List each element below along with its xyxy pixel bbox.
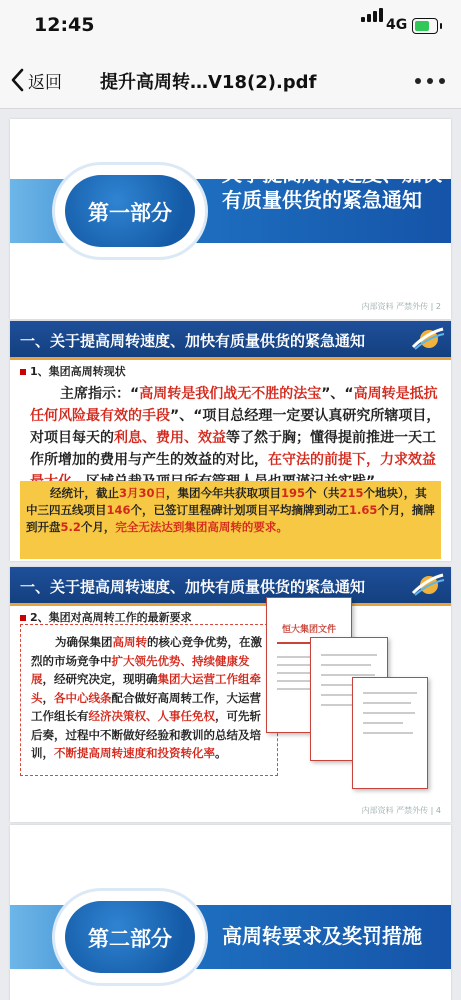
section-title-line2: 有质量供货的紧急通知: [222, 188, 422, 212]
company-logo-icon: [411, 571, 445, 599]
highlighted-text: 在守法的前提下，力求效益: [268, 452, 436, 468]
part-label: 第一部分: [88, 201, 172, 225]
text-segment: 经统计，截止: [50, 486, 119, 500]
highlighted-text: 高周转是抵抗任何风险最有效的手段: [30, 386, 438, 424]
section-title-line1: 关于提高周转速度、加快: [222, 162, 442, 186]
paragraph: [30, 383, 442, 493]
more-options-button[interactable]: [413, 70, 447, 90]
highlighted-text: 集团大运营工作组牵头: [31, 672, 261, 705]
section-title: 高周转要求及奖罚措施: [222, 924, 422, 948]
document-image: [352, 677, 428, 789]
slide-footer: 内部资料 严禁外传 | 4: [361, 806, 441, 815]
requirements-box: [20, 624, 278, 776]
highlighted-text: 215: [339, 486, 364, 500]
text-segment: 等了然于胸；懂得提前推进一天工作所增加的费用与产生的效益的对比，: [30, 430, 436, 468]
text-segment: ，: [42, 690, 54, 705]
more-icon: [415, 78, 421, 84]
text-segment: 为确保集团: [55, 635, 113, 649]
text-segment: 主席指示：“: [60, 386, 140, 402]
bullet-icon: [20, 615, 26, 621]
text-segment: 个地块），其中三四五线项目: [26, 486, 427, 517]
slide-header: [10, 321, 451, 360]
text-segment: 的核心竞争优势，在激烈的市场竞争中: [31, 635, 262, 668]
section-badge: [55, 891, 205, 983]
battery-icon: [412, 18, 438, 34]
highlighted-text: 高周转: [112, 635, 147, 649]
highlighted-text: 完全无法达到集团高周转的要求。: [115, 520, 288, 534]
highlighted-text: 扩大领先优势、持续健康发展: [31, 653, 250, 686]
text-segment: ，经研究决定，现明确: [42, 672, 158, 686]
text-segment: ”、“: [321, 386, 354, 402]
highlighted-text: 利息、费用、效益: [114, 430, 226, 446]
subheading: 1、集团高周转现状: [20, 363, 126, 379]
highlighted-text: 195: [281, 486, 306, 500]
pdf-viewer[interactable]: [0, 109, 461, 1000]
highlighted-text: 各中心线条: [54, 690, 112, 705]
pdf-page-4: [10, 825, 451, 1000]
section-badge: [55, 165, 205, 257]
text-segment: 。: [215, 746, 227, 760]
highlighted-text: 3月30日: [119, 486, 167, 500]
chevron-left-icon: [10, 68, 24, 92]
text-segment: ，可先斩后奏，过程中不断做好经验和教训的总结及培训，: [31, 709, 261, 760]
pdf-page-1: [10, 119, 451, 319]
highlighted-text: 经济决策权、人事任免权: [88, 709, 215, 723]
pdf-page-3: [10, 567, 451, 822]
highlighted-text: 5.2: [60, 520, 81, 534]
nav-bar: [0, 52, 461, 109]
back-button[interactable]: [10, 66, 62, 94]
highlighted-text: 高周转是我们战无不胜的法宝: [139, 386, 322, 402]
slide-header: [10, 567, 451, 606]
status-bar: [0, 0, 461, 52]
slide-header-title: 一、关于提高周转速度、加快有质量供货的紧急通知: [20, 332, 366, 350]
text-segment: 配合做好高周转工作，大运营工作组长有: [31, 690, 261, 723]
status-time: 12:45: [34, 14, 95, 36]
page-title: 提升高周转…V18(2).pdf: [100, 72, 317, 93]
text-segment: 个月，摘牌到开盘: [26, 503, 435, 534]
statistics-text: [26, 485, 436, 536]
statistics-box: [20, 481, 441, 559]
document-title: 恒大集团文件: [281, 625, 336, 635]
slide-footer: 内部资料 严禁外传 | 2: [361, 302, 441, 311]
slide-header-title: 一、关于提高周转速度、加快有质量供货的紧急通知: [20, 578, 366, 596]
back-label: 返回: [28, 72, 62, 93]
company-logo-icon: [411, 325, 445, 353]
network-type: 4G: [386, 17, 408, 33]
text-segment: 个月，: [80, 520, 116, 534]
highlighted-text: 1.65: [349, 503, 378, 517]
text-segment: ”、“项目总经理一定要认真研究所辖项目，对项目每天的: [30, 408, 441, 446]
pdf-page-2: [10, 321, 451, 561]
requirements-text: [31, 633, 271, 763]
text-segment: ，集团今年共获取项目: [166, 486, 282, 500]
subheading: 2、集团对高周转工作的最新要求: [20, 609, 192, 625]
text-segment: 个（共: [305, 486, 340, 500]
bullet-icon: [20, 369, 26, 375]
highlighted-text: 不断提高周转速度和投资转化率: [54, 746, 215, 760]
part-label: 第二部分: [88, 927, 172, 951]
text-segment: 个，已签订里程碑计划项目平均摘牌到动工: [130, 503, 350, 517]
highlighted-text: 146: [106, 503, 131, 517]
